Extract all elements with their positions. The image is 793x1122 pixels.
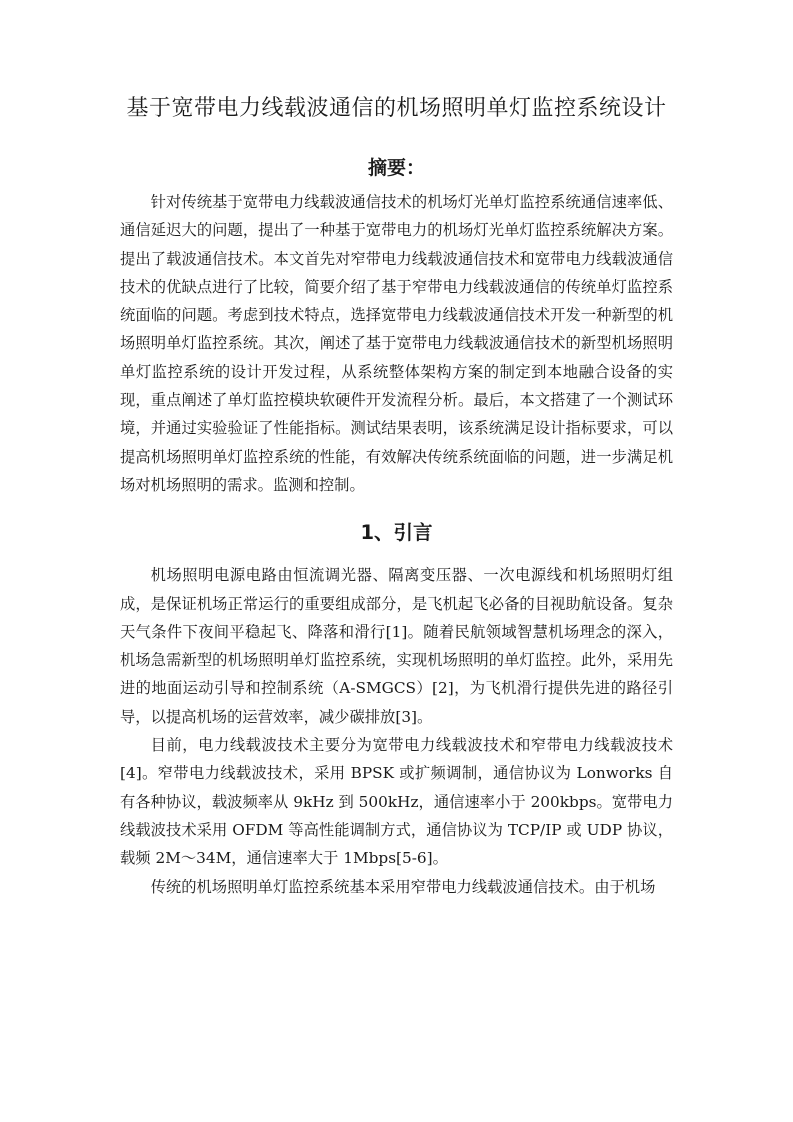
section-heading-introduction: 1、引言 bbox=[360, 521, 433, 545]
abstract-paragraph: 针对传统基于宽带电力线载波通信技术的机场灯光单灯监控系统通信速率低、通信延迟大的问题，提出了一种基于宽带电力的机场灯光单灯监控系统解决方案。提出了载波通信技术。本文首先对窄带电力线载波通信技术和宽带电力线载波通信技术的优缺点进行了比较，简要介绍了基于窄带电力线载波通信的传统单灯监控系统面临的问题。考虑到技术特点，选择宽带电力线载波通信技术开发一种新型的机场照明单灯监控系统。其次，阐述了基于宽带电力线载波通信技术的新型机场照明单灯监控系统的设计开发过程，从系统整体架构方案的制定到本地融合设备的实现，重点阐述了单灯监控模块软硬件开发流程分析。最后，本文搭建了一个测试环境，并通过实验验证了性能指标。测试结果表明，该系统满足设计指标要求，可以提高机场照明单灯监控系统的性能，有效解决传统系统面临的问题，进一步满足机场对机场照明的需求。监测和控制。 bbox=[120, 193, 673, 494]
paper-page bbox=[120, 88, 673, 901]
body-paragraph: 机场照明电源电路由恒流调光器、隔离变压器、一次电源线和机场照明灯组成，是保证机场正常运行的重要组成部分，是飞机起飞必备的目视助航设备。复杂天气条件下夜间平稳起飞、降落和滑行[1]。随着民航领域智慧机场理念的深入，机场急需新型的机场照明单灯监控系统，实现机场照明的单灯监控。此外，采用先进的地面运动引导和控制系统（A-SMGCS）[2]，为飞机滑行提供先进的路径引导，以提高机场的运营效率，减少碳排放[3]。 bbox=[120, 566, 673, 726]
body-paragraph: 目前，电力线载波技术主要分为宽带电力线载波技术和窄带电力线载波技术[4]。窄带电力线载波技术，采用 BPSK 或扩频调制，通信协议为 Lonworks 自有各种协议，载波频率从 9kHz 到 500kHz，通信速率小于 200kbps。宽带电力线载波技术采用 OFDM 等高性能调制方式，通信协议为 TCP/IP 或 UDP 协议，载频 2M～34M，通信速率大于 1Mbps[5-6]。 bbox=[120, 736, 673, 868]
paper-title: 基于宽带电力线载波通信的机场照明单灯监控系统设计 bbox=[126, 96, 667, 121]
body-paragraph: 传统的机场照明单灯监控系统基本采用窄带电力线载波通信技术。由于机场 bbox=[150, 877, 656, 896]
abstract-heading: 摘要： bbox=[367, 157, 425, 179]
